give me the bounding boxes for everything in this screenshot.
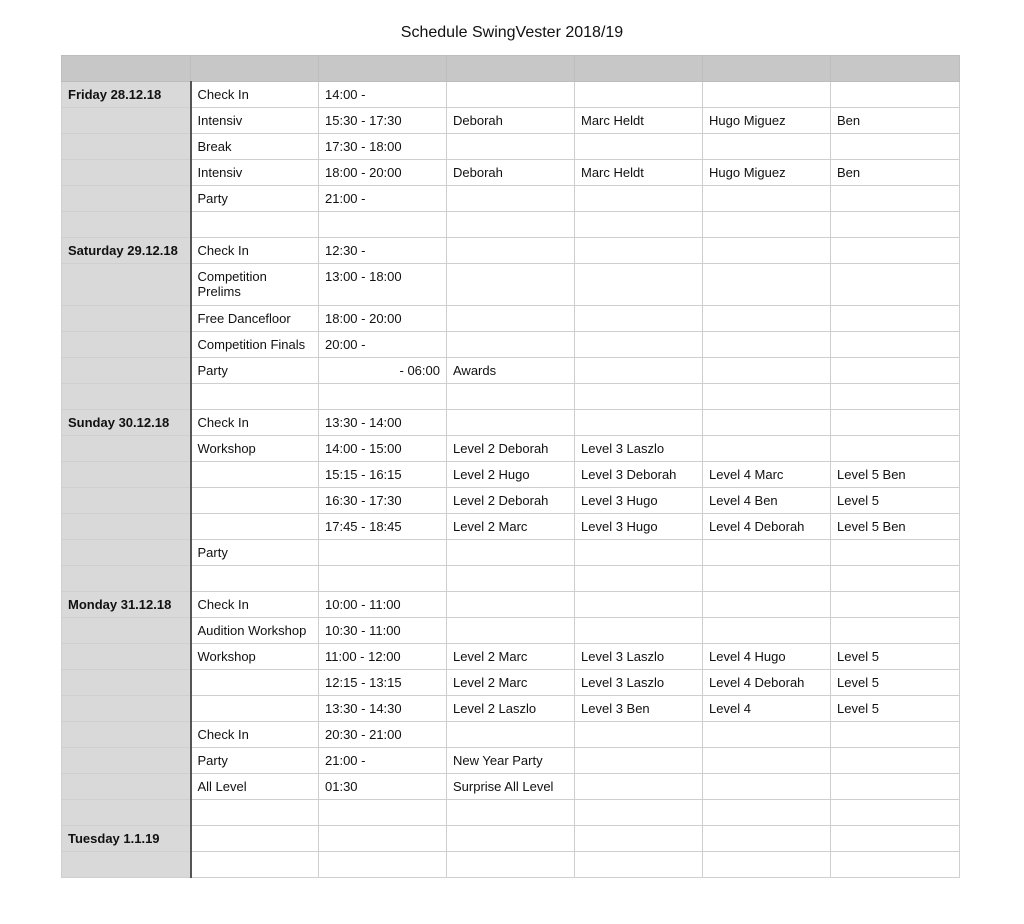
event-cell bbox=[191, 514, 319, 540]
table-row bbox=[62, 332, 960, 358]
detail-cell: Level 2 Deborah bbox=[447, 488, 575, 514]
detail-cell bbox=[703, 358, 831, 384]
time-cell: 17:30 - 18:00 bbox=[319, 134, 447, 160]
detail-cell bbox=[447, 618, 575, 644]
detail-cell: Marc Heldt bbox=[575, 108, 703, 134]
time-cell: 21:00 - bbox=[319, 748, 447, 774]
day-cell bbox=[62, 134, 191, 160]
detail-cell bbox=[831, 566, 960, 592]
day-cell bbox=[62, 488, 191, 514]
detail-cell bbox=[703, 134, 831, 160]
time-cell: 16:30 - 17:30 bbox=[319, 488, 447, 514]
table-row bbox=[62, 384, 960, 410]
day-cell bbox=[62, 358, 191, 384]
detail-cell: Marc Heldt bbox=[575, 160, 703, 186]
detail-cell bbox=[703, 186, 831, 212]
table-row bbox=[62, 670, 960, 696]
table-row bbox=[62, 488, 960, 514]
day-cell bbox=[62, 306, 191, 332]
day-cell bbox=[62, 212, 191, 238]
table-row bbox=[62, 748, 960, 774]
detail-cell bbox=[575, 186, 703, 212]
detail-cell bbox=[447, 800, 575, 826]
table-row bbox=[62, 540, 960, 566]
time-cell: 17:45 - 18:45 bbox=[319, 514, 447, 540]
detail-cell bbox=[575, 332, 703, 358]
time-cell: - 06:00 bbox=[319, 358, 447, 384]
detail-cell bbox=[575, 774, 703, 800]
detail-cell bbox=[447, 410, 575, 436]
detail-cell: Deborah bbox=[447, 108, 575, 134]
event-cell: Workshop bbox=[191, 644, 319, 670]
detail-cell bbox=[575, 264, 703, 306]
table-header-row bbox=[62, 56, 960, 82]
table-row bbox=[62, 238, 960, 264]
detail-cell bbox=[831, 238, 960, 264]
time-cell: 18:00 - 20:00 bbox=[319, 306, 447, 332]
day-cell bbox=[62, 108, 191, 134]
time-cell bbox=[319, 566, 447, 592]
detail-cell bbox=[447, 540, 575, 566]
time-cell bbox=[319, 212, 447, 238]
detail-cell: Surprise All Level bbox=[447, 774, 575, 800]
event-cell: Workshop bbox=[191, 436, 319, 462]
table-row bbox=[62, 592, 960, 618]
day-cell bbox=[62, 696, 191, 722]
event-cell bbox=[191, 696, 319, 722]
detail-cell bbox=[703, 436, 831, 462]
detail-cell: Hugo Miguez bbox=[703, 108, 831, 134]
event-cell: Check In bbox=[191, 592, 319, 618]
detail-cell: Level 3 Laszlo bbox=[575, 644, 703, 670]
detail-cell bbox=[831, 186, 960, 212]
schedule-body bbox=[62, 82, 960, 878]
detail-cell: Ben bbox=[831, 108, 960, 134]
detail-cell bbox=[831, 264, 960, 306]
detail-cell bbox=[703, 774, 831, 800]
day-cell bbox=[62, 670, 191, 696]
detail-cell: Level 5 Ben bbox=[831, 462, 960, 488]
day-cell bbox=[62, 264, 191, 306]
day-cell: Sunday 30.12.18 bbox=[62, 410, 191, 436]
header-cell bbox=[191, 56, 319, 82]
detail-cell bbox=[575, 358, 703, 384]
detail-cell: Level 3 Hugo bbox=[575, 514, 703, 540]
detail-cell bbox=[575, 748, 703, 774]
detail-cell: Level 2 Laszlo bbox=[447, 696, 575, 722]
header-cell bbox=[575, 56, 703, 82]
detail-cell bbox=[831, 852, 960, 878]
detail-cell bbox=[703, 618, 831, 644]
detail-cell bbox=[831, 358, 960, 384]
event-cell: Party bbox=[191, 748, 319, 774]
day-cell: Saturday 29.12.18 bbox=[62, 238, 191, 264]
detail-cell: Level 3 Hugo bbox=[575, 488, 703, 514]
detail-cell bbox=[703, 410, 831, 436]
detail-cell: Ben bbox=[831, 160, 960, 186]
table-row bbox=[62, 436, 960, 462]
detail-cell: Deborah bbox=[447, 160, 575, 186]
detail-cell: Level 2 Hugo bbox=[447, 462, 575, 488]
detail-cell bbox=[831, 410, 960, 436]
table-row bbox=[62, 108, 960, 134]
detail-cell bbox=[575, 566, 703, 592]
event-cell: Party bbox=[191, 186, 319, 212]
time-cell: 12:15 - 13:15 bbox=[319, 670, 447, 696]
detail-cell: Level 4 Deborah bbox=[703, 514, 831, 540]
event-cell: Check In bbox=[191, 238, 319, 264]
table-row bbox=[62, 410, 960, 436]
time-cell: 14:00 - bbox=[319, 82, 447, 108]
detail-cell bbox=[703, 748, 831, 774]
day-cell bbox=[62, 852, 191, 878]
time-cell bbox=[319, 800, 447, 826]
event-cell: Check In bbox=[191, 722, 319, 748]
table-row bbox=[62, 462, 960, 488]
day-cell bbox=[62, 384, 191, 410]
detail-cell: Level 3 Laszlo bbox=[575, 670, 703, 696]
event-cell bbox=[191, 212, 319, 238]
detail-cell bbox=[831, 748, 960, 774]
event-cell: Break bbox=[191, 134, 319, 160]
detail-cell bbox=[703, 212, 831, 238]
detail-cell: Hugo Miguez bbox=[703, 160, 831, 186]
event-cell bbox=[191, 826, 319, 852]
detail-cell bbox=[831, 540, 960, 566]
event-cell: Competition Prelims bbox=[191, 264, 319, 306]
day-cell bbox=[62, 514, 191, 540]
detail-cell bbox=[575, 238, 703, 264]
detail-cell bbox=[447, 264, 575, 306]
header-cell bbox=[447, 56, 575, 82]
detail-cell bbox=[831, 134, 960, 160]
time-cell: 10:30 - 11:00 bbox=[319, 618, 447, 644]
table-row bbox=[62, 696, 960, 722]
event-cell: Audition Workshop bbox=[191, 618, 319, 644]
detail-cell bbox=[703, 566, 831, 592]
detail-cell bbox=[703, 384, 831, 410]
detail-cell bbox=[703, 82, 831, 108]
header-cell bbox=[62, 56, 191, 82]
detail-cell bbox=[447, 238, 575, 264]
detail-cell bbox=[703, 332, 831, 358]
detail-cell: Level 4 Marc bbox=[703, 462, 831, 488]
detail-cell: Level 3 Laszlo bbox=[575, 436, 703, 462]
detail-cell: Level 4 Hugo bbox=[703, 644, 831, 670]
detail-cell bbox=[831, 774, 960, 800]
schedule-table bbox=[61, 55, 960, 878]
event-cell: Free Dancefloor bbox=[191, 306, 319, 332]
detail-cell bbox=[575, 618, 703, 644]
time-cell: 13:30 - 14:00 bbox=[319, 410, 447, 436]
time-cell: 13:00 - 18:00 bbox=[319, 264, 447, 306]
time-cell bbox=[319, 384, 447, 410]
day-cell: Monday 31.12.18 bbox=[62, 592, 191, 618]
event-cell bbox=[191, 670, 319, 696]
detail-cell bbox=[447, 722, 575, 748]
time-cell: 12:30 - bbox=[319, 238, 447, 264]
day-cell bbox=[62, 462, 191, 488]
detail-cell: Level 3 Ben bbox=[575, 696, 703, 722]
time-cell: 20:00 - bbox=[319, 332, 447, 358]
time-cell bbox=[319, 852, 447, 878]
detail-cell bbox=[831, 332, 960, 358]
detail-cell: Level 5 bbox=[831, 644, 960, 670]
header-cell bbox=[703, 56, 831, 82]
detail-cell bbox=[575, 410, 703, 436]
detail-cell bbox=[447, 134, 575, 160]
detail-cell bbox=[703, 722, 831, 748]
time-cell: 15:15 - 16:15 bbox=[319, 462, 447, 488]
time-cell: 14:00 - 15:00 bbox=[319, 436, 447, 462]
detail-cell: Level 4 Deborah bbox=[703, 670, 831, 696]
detail-cell: Awards bbox=[447, 358, 575, 384]
detail-cell bbox=[831, 82, 960, 108]
table-row bbox=[62, 566, 960, 592]
detail-cell bbox=[831, 306, 960, 332]
day-cell bbox=[62, 186, 191, 212]
event-cell: Check In bbox=[191, 82, 319, 108]
day-cell bbox=[62, 644, 191, 670]
table-row bbox=[62, 264, 960, 306]
detail-cell bbox=[575, 852, 703, 878]
detail-cell bbox=[703, 540, 831, 566]
event-cell bbox=[191, 852, 319, 878]
detail-cell bbox=[703, 238, 831, 264]
time-cell: 20:30 - 21:00 bbox=[319, 722, 447, 748]
detail-cell bbox=[703, 852, 831, 878]
detail-cell bbox=[575, 384, 703, 410]
time-cell: 10:00 - 11:00 bbox=[319, 592, 447, 618]
table-row bbox=[62, 800, 960, 826]
day-cell bbox=[62, 540, 191, 566]
table-row bbox=[62, 852, 960, 878]
event-cell: Party bbox=[191, 540, 319, 566]
detail-cell: Level 2 Marc bbox=[447, 514, 575, 540]
detail-cell bbox=[831, 618, 960, 644]
detail-cell bbox=[703, 264, 831, 306]
day-cell bbox=[62, 436, 191, 462]
event-cell: Intensiv bbox=[191, 108, 319, 134]
table-row bbox=[62, 358, 960, 384]
event-cell: Competition Finals bbox=[191, 332, 319, 358]
time-cell: 21:00 - bbox=[319, 186, 447, 212]
detail-cell bbox=[447, 826, 575, 852]
detail-cell bbox=[575, 592, 703, 618]
day-cell bbox=[62, 566, 191, 592]
detail-cell: Level 4 bbox=[703, 696, 831, 722]
time-cell: 18:00 - 20:00 bbox=[319, 160, 447, 186]
detail-cell: Level 2 Deborah bbox=[447, 436, 575, 462]
table-row bbox=[62, 134, 960, 160]
table-row bbox=[62, 306, 960, 332]
time-cell: 11:00 - 12:00 bbox=[319, 644, 447, 670]
day-cell bbox=[62, 722, 191, 748]
table-row bbox=[62, 82, 960, 108]
detail-cell: Level 2 Marc bbox=[447, 670, 575, 696]
time-cell: 13:30 - 14:30 bbox=[319, 696, 447, 722]
event-cell bbox=[191, 384, 319, 410]
detail-cell bbox=[831, 826, 960, 852]
detail-cell bbox=[831, 384, 960, 410]
detail-cell bbox=[447, 592, 575, 618]
day-cell bbox=[62, 332, 191, 358]
detail-cell bbox=[575, 212, 703, 238]
detail-cell bbox=[831, 800, 960, 826]
detail-cell: New Year Party bbox=[447, 748, 575, 774]
detail-cell bbox=[575, 540, 703, 566]
detail-cell bbox=[831, 592, 960, 618]
time-cell: 15:30 - 17:30 bbox=[319, 108, 447, 134]
detail-cell bbox=[703, 306, 831, 332]
event-cell bbox=[191, 488, 319, 514]
detail-cell bbox=[703, 592, 831, 618]
detail-cell: Level 3 Deborah bbox=[575, 462, 703, 488]
time-cell: 01:30 bbox=[319, 774, 447, 800]
event-cell bbox=[191, 800, 319, 826]
header-cell bbox=[319, 56, 447, 82]
detail-cell: Level 5 bbox=[831, 488, 960, 514]
detail-cell bbox=[831, 722, 960, 748]
day-cell: Tuesday 1.1.19 bbox=[62, 826, 191, 852]
detail-cell: Level 4 Ben bbox=[703, 488, 831, 514]
detail-cell bbox=[447, 852, 575, 878]
detail-cell bbox=[575, 306, 703, 332]
detail-cell: Level 5 Ben bbox=[831, 514, 960, 540]
detail-cell bbox=[447, 82, 575, 108]
detail-cell bbox=[575, 826, 703, 852]
detail-cell bbox=[703, 800, 831, 826]
detail-cell: Level 5 bbox=[831, 696, 960, 722]
table-row bbox=[62, 722, 960, 748]
event-cell bbox=[191, 462, 319, 488]
detail-cell bbox=[831, 212, 960, 238]
event-cell: Intensiv bbox=[191, 160, 319, 186]
day-cell bbox=[62, 774, 191, 800]
time-cell bbox=[319, 540, 447, 566]
day-cell bbox=[62, 748, 191, 774]
detail-cell bbox=[447, 212, 575, 238]
detail-cell bbox=[575, 800, 703, 826]
detail-cell bbox=[447, 306, 575, 332]
day-cell bbox=[62, 800, 191, 826]
page-title: Schedule SwingVester 2018/19 bbox=[400, 24, 624, 41]
table-row bbox=[62, 774, 960, 800]
detail-cell bbox=[703, 826, 831, 852]
table-row bbox=[62, 826, 960, 852]
detail-cell bbox=[831, 436, 960, 462]
day-cell: Friday 28.12.18 bbox=[62, 82, 191, 108]
table-row bbox=[62, 160, 960, 186]
day-cell bbox=[62, 618, 191, 644]
time-cell bbox=[319, 826, 447, 852]
detail-cell: Level 5 bbox=[831, 670, 960, 696]
detail-cell bbox=[575, 134, 703, 160]
table-row bbox=[62, 618, 960, 644]
table-row bbox=[62, 644, 960, 670]
header-cell bbox=[831, 56, 960, 82]
detail-cell bbox=[447, 186, 575, 212]
event-cell: Check In bbox=[191, 410, 319, 436]
day-cell bbox=[62, 160, 191, 186]
event-cell: Party bbox=[191, 358, 319, 384]
event-cell bbox=[191, 566, 319, 592]
detail-cell bbox=[575, 82, 703, 108]
detail-cell bbox=[447, 384, 575, 410]
detail-cell: Level 2 Marc bbox=[447, 644, 575, 670]
table-row bbox=[62, 514, 960, 540]
detail-cell bbox=[447, 566, 575, 592]
detail-cell bbox=[575, 722, 703, 748]
table-row bbox=[62, 212, 960, 238]
event-cell: All Level bbox=[191, 774, 319, 800]
table-row bbox=[62, 186, 960, 212]
detail-cell bbox=[447, 332, 575, 358]
